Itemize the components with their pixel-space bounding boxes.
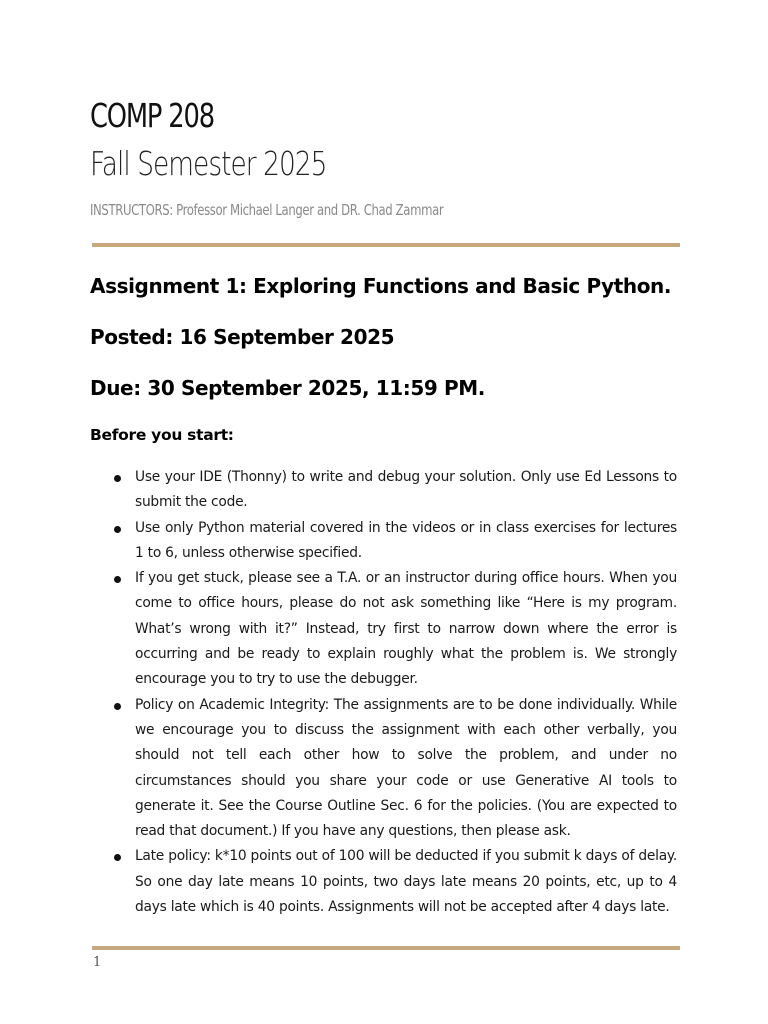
list-item-text: If you get stuck, please see a T.A. or an instructor during office hours. When you come to office hours, please do not ask something like “Here is my program. What’s wrong with it?” Instead, try first to narrow down where the error is occurring and be ready to explain roughly what the problem is. We strongly encourage you to try to use the debugger. [135, 570, 677, 688]
list-item-text: Late policy: k*10 points out of 100 will be deducted if you submit k days of delay. So one day late means 10 points, two days late means 20 points, etc, up to 4 days late which is 40 points. Assignments will not be accepted after 4 days late. [135, 848, 677, 916]
bullet-icon [114, 854, 121, 861]
list-item-text: Policy on Academic Integrity: The assignments are to be done individually. While we encourage you to discuss the assignment with each other verbally, you should not tell each other how to solve the problem, and under no circumstances should you share your code or use Generative AI tools to generate it. See the Course Outline Sec. 6 for the policies. (You are expected to read that document.) If you have any questions, then please ask. [135, 696, 677, 840]
list-item-text: Use your IDE (Thonny) to write and debug your solution. Only use Ed Lessons to submit the code. [135, 469, 677, 511]
semester-title: Fall Semester 2025 [90, 144, 327, 183]
before-you-start-heading: Before you start: [90, 426, 234, 444]
list-item-text: Use only Python material covered in the videos or in class exercises for lectures 1 to 6, unless otherwise specified. [135, 519, 677, 561]
due-date: Due: 30 September 2025, 11:59 PM. [90, 376, 485, 400]
list-item [110, 566, 677, 692]
list-item [110, 844, 677, 920]
assignment-title: Assignment 1: Exploring Functions and Basic Python. [90, 274, 672, 298]
instructors-line: INSTRUCTORS: Professor Michael Langer and DR. Chad Zammar [90, 201, 444, 219]
course-code: COMP 208 [90, 96, 214, 135]
list-item [110, 693, 677, 845]
page-number: 1 [93, 955, 102, 970]
instructions-list [110, 465, 677, 920]
header-divider [92, 243, 680, 247]
bullet-icon [114, 576, 121, 583]
list-item [110, 516, 677, 567]
bullet-icon [114, 703, 121, 710]
footer-divider [92, 946, 680, 950]
bullet-icon [114, 526, 121, 533]
bullet-icon [114, 475, 121, 482]
posted-date: Posted: 16 September 2025 [90, 325, 395, 349]
list-item [110, 465, 677, 516]
